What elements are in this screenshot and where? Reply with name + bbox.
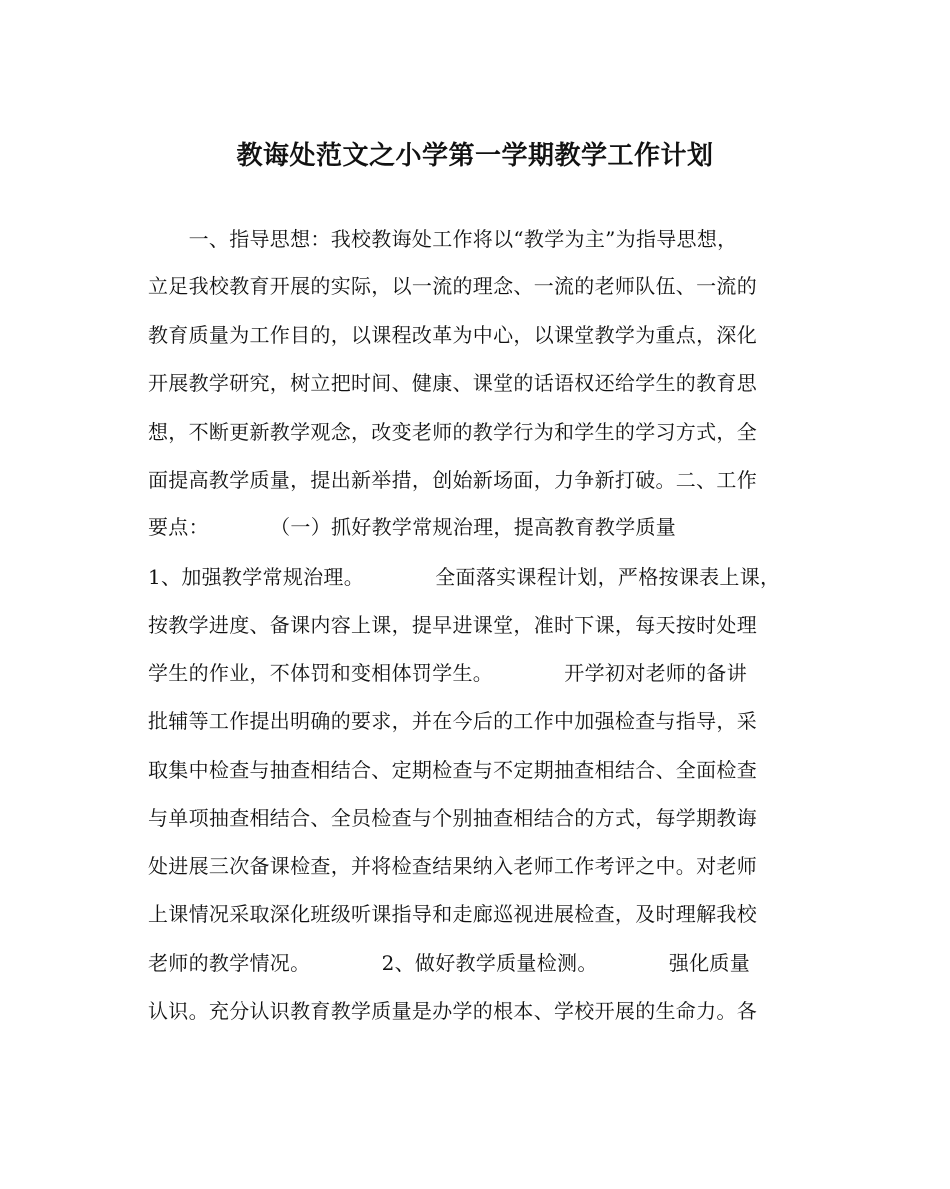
paragraph-line: 一、指导思想：我校教诲处工作将以“教学为主”为指导思想， <box>148 227 738 251</box>
paragraph-line: 上课情况采取深化班级听课指导和走廊巡视进展检查，及时理解我校 <box>148 902 757 926</box>
paragraph-line: 认识。充分认识教育教学质量是办学的根本、学校开展的生命力。各 <box>148 999 757 1023</box>
paragraph-line: 开展教学研究，树立把时间、健康、课堂的话语权还给学生的教育思 <box>148 371 757 395</box>
paragraph-line: 与单项抽查相结合、全员检查与个别抽查相结合的方式，每学期教诲 <box>148 806 757 830</box>
paragraph-line: 处进展三次备课检查，并将检查结果纳入老师工作考评之中。对老师 <box>148 854 757 878</box>
paragraph-line: 老师的教学情况。 2、做好教学质量检测。 强化质量 <box>148 951 751 975</box>
paragraph-line: 学生的作业，不体罚和变相体罚学生。 开学初对老师的备讲 <box>148 661 747 685</box>
paragraph-line: 按教学进度、备课内容上课，提早进课堂，准时下课，每天按时处理 <box>148 613 757 637</box>
document-title: 教诲处范文之小学第一学期教学工作计划 <box>236 141 714 171</box>
paragraph-line: 要点： （一）抓好教学常规治理，提高教育教学质量 <box>148 515 677 539</box>
paragraph-line: 想，不断更新教学观念，改变老师的教学行为和学生的学习方式，全 <box>148 420 757 444</box>
paragraph-line: 批辅等工作提出明确的要求，并在今后的工作中加强检查与指导，采 <box>148 709 757 733</box>
paragraph-line: 取集中检查与抽查相结合、定期检查与不定期抽查相结合、全面检查 <box>148 758 757 782</box>
paragraph-line: 面提高教学质量，提出新举措，创始新场面，力争新打破。二、工作 <box>148 468 757 492</box>
paragraph-line: 教育质量为工作目的，以课程改革为中心，以课堂教学为重点，深化 <box>148 323 757 347</box>
paragraph-line: 1、加强教学常规治理。 全面落实课程计划，严格按课表上课， <box>148 565 781 589</box>
paragraph-line: 立足我校教育开展的实际，以一流的理念、一流的老师队伍、一流的 <box>148 274 757 298</box>
